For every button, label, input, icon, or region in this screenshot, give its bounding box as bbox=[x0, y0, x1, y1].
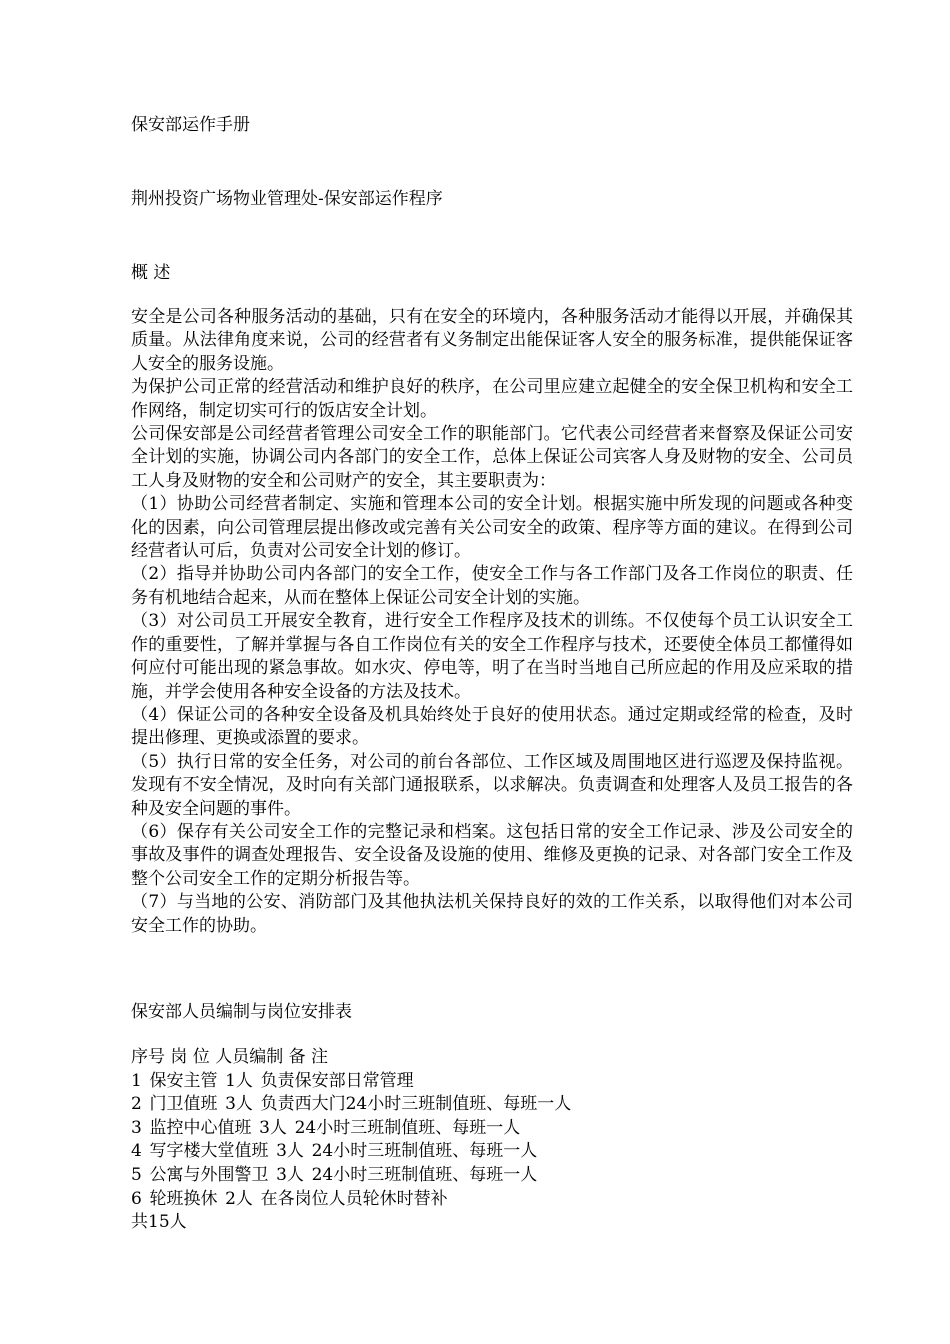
document-subtitle: 荆州投资广场物业管理处-保安部运作程序 bbox=[131, 189, 443, 209]
row-note: 负责保安部日常管理 bbox=[260, 1070, 414, 1091]
overview-body bbox=[131, 306, 853, 938]
overview-heading: 概 述 bbox=[131, 263, 171, 283]
table-row bbox=[131, 1093, 571, 1117]
row-post: 监控中心值班 bbox=[149, 1117, 252, 1138]
staffing-header-row: 序号 岗 位 人员编制 备 注 bbox=[131, 1047, 329, 1067]
row-note: 24小时三班制值班、每班一人 bbox=[311, 1141, 538, 1162]
staffing-total: 共15人 bbox=[131, 1212, 187, 1233]
row-post: 保安主管 bbox=[149, 1070, 218, 1091]
row-post: 写字楼大堂值班 bbox=[149, 1141, 269, 1162]
table-row bbox=[131, 1070, 571, 1094]
document-title: 保安部运作手册 bbox=[131, 115, 250, 135]
row-post: 公寓与外围警卫 bbox=[149, 1164, 269, 1185]
row-note: 24小时三班制值班、每班一人 bbox=[294, 1117, 521, 1138]
paragraph-duty-7: （7）与当地的公安、消防部门及其他执法机关保持良好的效的工作关系，以取得他们对本公司安全工作的协助。 bbox=[131, 892, 853, 936]
table-row bbox=[131, 1164, 571, 1188]
table-row bbox=[131, 1117, 571, 1141]
paragraph-duties-intro: 公司保安部是公司经营者管理公司安全工作的职能部门。它代表公司经营者来督察及保证公司安全计划的实施，协调公司内各部门的安全工作，总体上保证公司宾客人身及财物的安全、公司员工人身及财物的安全和公司财产的安全，其主要职责为： bbox=[131, 424, 853, 491]
row-note: 负责西大门24小时三班制值班、每班一人 bbox=[260, 1094, 572, 1115]
paragraph-organization: 为保护公司正常的经营活动和维护良好的秩序，在公司里应建立起健全的安全保卫机构和安全工作网络，制定切实可行的饭店安全计划。 bbox=[131, 377, 853, 421]
row-number: 1 bbox=[131, 1070, 142, 1091]
row-count: 3人 bbox=[276, 1141, 304, 1162]
paragraph-duty-2: （2）指导并协助公司内各部门的安全工作，使安全工作与各工作部门及各工作岗位的职责、任务有机地结合起来，从而在整体上保证公司安全计划的实施。 bbox=[131, 564, 853, 608]
staffing-table bbox=[131, 1046, 571, 1235]
paragraph-duty-3: （3）对公司员工开展安全教育，进行安全工作程序及技术的训练。不仅使每个员工认识安全工作的重要性，了解并掌握与各自工作岗位有关的安全工作程序与技术，还要使全体员工都懂得如何应付可能出现的紧急事故。如水灾、停电等，明了在当时当地自己所应起的作用及应采取的措施，并学会使用各种安全设备的方法及技术。 bbox=[131, 611, 853, 702]
table-row bbox=[131, 1188, 571, 1212]
row-number: 4 bbox=[131, 1141, 142, 1162]
row-count: 3人 bbox=[259, 1117, 287, 1138]
paragraph-duty-4: （4）保证公司的各种安全设备及机具始终处于良好的使用状态。通过定期或经常的检查，及时提出修理、更换或添置的要求。 bbox=[131, 704, 853, 749]
paragraph-intro: 安全是公司各种服务活动的基础，只有在安全的环境内，各种服务活动才能得以开展，并确保其质量。从法律角度来说，公司的经营者有义务制定出能保证客人安全的服务标准，提供能保证客人安全的服务设施。 bbox=[131, 307, 853, 374]
row-number: 6 bbox=[131, 1188, 142, 1209]
staffing-heading: 保安部人员编制与岗位安排表 bbox=[131, 1002, 352, 1022]
row-post: 门卫值班 bbox=[149, 1094, 218, 1115]
row-note: 在各岗位人员轮休时替补 bbox=[260, 1188, 448, 1209]
row-number: 5 bbox=[131, 1164, 142, 1185]
paragraph-duty-6: （6）保存有关公司安全工作的完整记录和档案。这包括日常的安全工作记录、涉及公司安全的事故及事件的调查处理报告、安全设备及设施的使用、维修及更换的记录、对各部门安全工作及整个公司安全工作的定期分析报告等。 bbox=[131, 821, 853, 889]
row-number: 2 bbox=[131, 1094, 142, 1115]
row-count: 2人 bbox=[225, 1188, 253, 1209]
row-number: 3 bbox=[131, 1117, 142, 1138]
paragraph-duty-5: （5）执行日常的安全任务，对公司的前台各部位、工作区域及周围地区进行巡逻及保持监视。发现有不安全情况，及时向有关部门通报联系，以求解决。负责调查和处理客人及员工报告的各种及安全问题的事件。 bbox=[131, 751, 853, 819]
row-note: 24小时三班制值班、每班一人 bbox=[311, 1164, 538, 1185]
row-count: 1人 bbox=[225, 1070, 253, 1091]
row-count: 3人 bbox=[276, 1164, 304, 1185]
paragraph-duty-1: （1）协助公司经营者制定、实施和管理本公司的安全计划。根据实施中所发现的问题或各种变化的因素，向公司管理层提出修改或完善有关公司安全的政策、程序等方面的建议。在得到公司经营者认可后，负责对公司安全计划的修订。 bbox=[131, 494, 853, 562]
row-count: 3人 bbox=[225, 1094, 253, 1115]
table-row bbox=[131, 1140, 571, 1164]
row-post: 轮班换休 bbox=[149, 1188, 218, 1209]
